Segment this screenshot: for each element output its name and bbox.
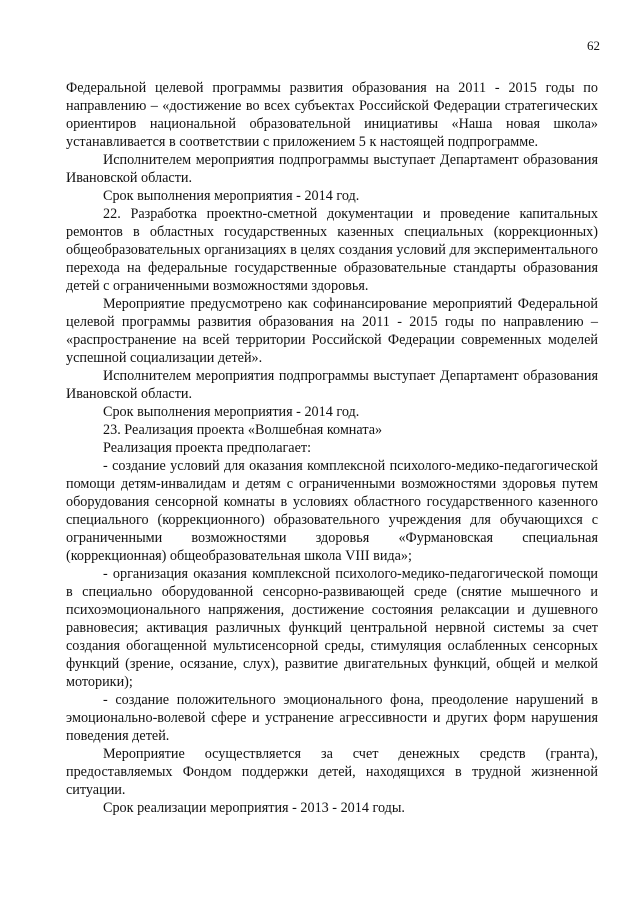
paragraph-item-22: 22. Разработка проектно-сметной документации и проведение капитальных ремонтов в областных государственных казенных специальных (коррекционных) общеобразовательных организациях в целях создания условий для экспериментального перехода на федеральные государственные образовательные стандарты образования детей с ограниченными возможностями здоровья. <box>66 206 598 294</box>
paragraph-implementation-period: Срок реализации мероприятия - 2013 - 2014 годы. <box>103 800 405 816</box>
paragraph-deadline: Срок выполнения мероприятия - 2014 год. <box>103 188 360 204</box>
list-item-assistance: - организация оказания комплексной психолого-медико-педагогической помощи в специально оборудованной сенсорно-развивающей среде (снятие мышечного и психоэмоционального напряжения, достижение состояния релаксации и душевного равновесия; активация различных функций центральной нервной системы за счет создания обогащенной мультисенсорной среды, стимуляция ослабленных сенсорных функций (зрение, осязание, слух), развитие двигательных функций, общей и мелкой моторики); <box>66 566 598 690</box>
paragraph-program-continuation: Федеральной целевой программы развития образования на 2011 - 2015 годы по направлению – «достижение во всех субъектах Российской Федерации стратегических ориентиров национальной образовательной инициативы «Наша новая школа» устанавливается в соответствии с приложением 5 к настоящей подпрограмме. <box>66 80 598 150</box>
page-number: 62 <box>587 38 600 53</box>
document-body <box>66 79 598 817</box>
paragraph-grant-funding: Мероприятие осуществляется за счет денежных средств (гранта), предоставляемых Фондом поддержки детей, находящихся в трудной жизненной ситуации. <box>66 746 598 798</box>
paragraph-cofinancing: Мероприятие предусмотрено как софинансирование мероприятий Федеральной целевой программы развития образования на 2011 - 2015 годы по направлению – «распространение на всей территории Российской Федерации современных моделей успешной социализации детей». <box>66 296 598 366</box>
list-item-emotional-background: - создание положительного эмоционального фона, преодоление нарушений в эмоционально-волевой сфере и устранение агрессивности и других форм нарушения поведения детей. <box>66 692 598 744</box>
paragraph-item-23: 23. Реализация проекта «Волшебная комната» <box>103 422 383 438</box>
paragraph-deadline: Срок выполнения мероприятия - 2014 год. <box>103 404 360 420</box>
list-item-sensory-room: - создание условий для оказания комплексной психолого-медико-педагогической помощи детям-инвалидам и детям с ограниченными возможностями здоровья путем оборудования сенсорной комнаты в условиях областного государственного казенного специального (коррекционного) образовательного учреждения для обучающихся с ограниченными возможностями здоровья «Фурмановская специальная (коррекционная) общеобразовательная школа VIII вида»; <box>66 458 598 564</box>
paragraph-project-intro: Реализация проекта предполагает: <box>103 440 312 456</box>
paragraph-executor: Исполнителем мероприятия подпрограммы выступает Департамент образования Ивановской области. <box>66 368 598 402</box>
paragraph-executor: Исполнителем мероприятия подпрограммы выступает Департамент образования Ивановской области. <box>66 152 598 186</box>
